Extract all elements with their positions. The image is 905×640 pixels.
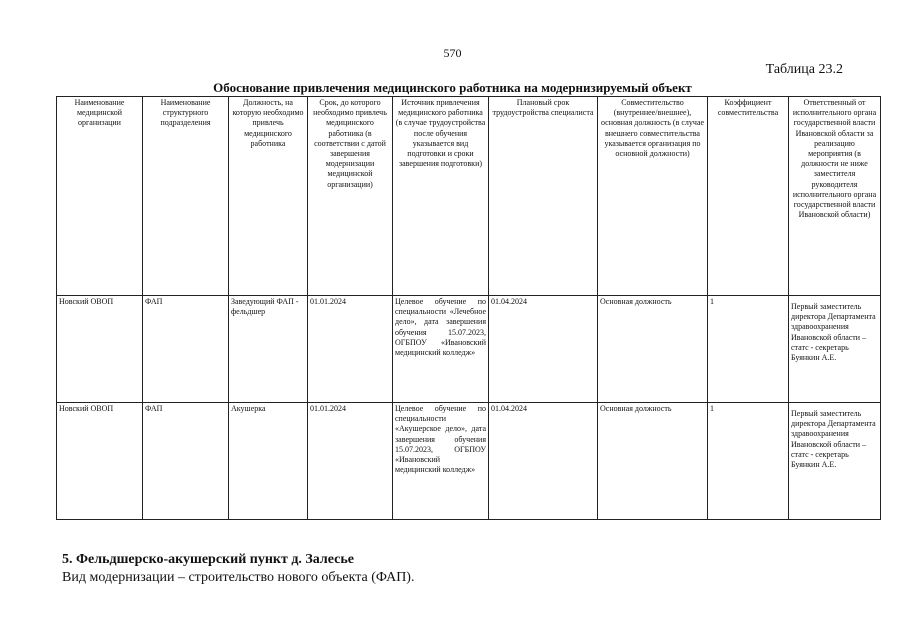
cell-position: Акушерка (229, 403, 308, 520)
responsible-text: Первый заместитель директора Департамента здравоохранения Ивановской области – статс - секретарь Буянкин А.Е. (791, 302, 876, 363)
table-row (57, 296, 881, 403)
cell-combination: Основная должность (598, 296, 708, 403)
header-unit: Наименование структурного подразделения (143, 97, 229, 296)
cell-planned-date: 01.04.2024 (489, 403, 598, 520)
cell-deadline: 01.01.2024 (308, 296, 393, 403)
header-org: Наименование медицинской организации (57, 97, 143, 296)
header-responsible: Ответственный от исполнительного органа государственной власти Ивановской области за реализацию мероприятия (в должности не ниже заместителя руководителя исполнительного органа государственной власти Ивановской области) (789, 97, 881, 296)
table-label: Таблица 23.2 (765, 62, 843, 77)
cell-planned-date: 01.04.2024 (489, 296, 598, 403)
cell-org: Новский ОВОП (57, 296, 143, 403)
cell-coefficient: 1 (708, 296, 789, 403)
header-combination: Совместительство (внутреннее/внешнее), основная должность (в случае внешнего совместительства указывается организация по основной должности) (598, 97, 708, 296)
header-position: Должность, на которую необходимо привлечь медицинского работника (229, 97, 308, 296)
cell-source: Целевое обучение по специальности «Акушерское дело», дата завершения обучения 15.07.2023, ОГБПОУ «Ивановский медицинский колледж» (393, 403, 489, 520)
cell-unit: ФАП (143, 296, 229, 403)
header-planned-date: Плановый срок трудоустройства специалиста (489, 97, 598, 296)
cell-org: Новский ОВОП (57, 403, 143, 520)
page-number: 570 (443, 46, 462, 60)
table-header-row (57, 97, 881, 296)
table-title: Обоснование привлечения медицинского работника на модернизируемый объект (213, 80, 692, 95)
header-source: Источник привлечения медицинского работника (в случае трудоустройства после обучения указывается вид подготовки и сроки завершения подготовки) (393, 97, 489, 296)
cell-coefficient: 1 (708, 403, 789, 520)
section-text: Вид модернизации – строительство нового объекта (ФАП). (62, 570, 415, 585)
cell-deadline: 01.01.2024 (308, 403, 393, 520)
header-coefficient: Коэффициент совместительства (708, 97, 789, 296)
header-deadline: Срок, до которого необходимо привлечь медицинского работника (в соответствии с датой завершения модернизации медицинской организации) (308, 97, 393, 296)
section-heading: 5. Фельдшерско-акушерский пункт д. Залесье (62, 552, 354, 567)
cell-responsible (789, 403, 881, 520)
cell-responsible (789, 296, 881, 403)
cell-source: Целевое обучение по специальности «Лечебное дело», дата завершения обучения 15.07.2023, ОГБПОУ «Ивановский медицинский колледж» (393, 296, 489, 403)
cell-unit: ФАП (143, 403, 229, 520)
responsible-text: Первый заместитель директора Департамента здравоохранения Ивановской области – статс - секретарь Буянкин А.Е. (791, 409, 876, 470)
table-row (57, 403, 881, 520)
cell-combination: Основная должность (598, 403, 708, 520)
cell-position: Заведующий ФАП - фельдшер (229, 296, 308, 403)
justification-table (56, 96, 881, 520)
